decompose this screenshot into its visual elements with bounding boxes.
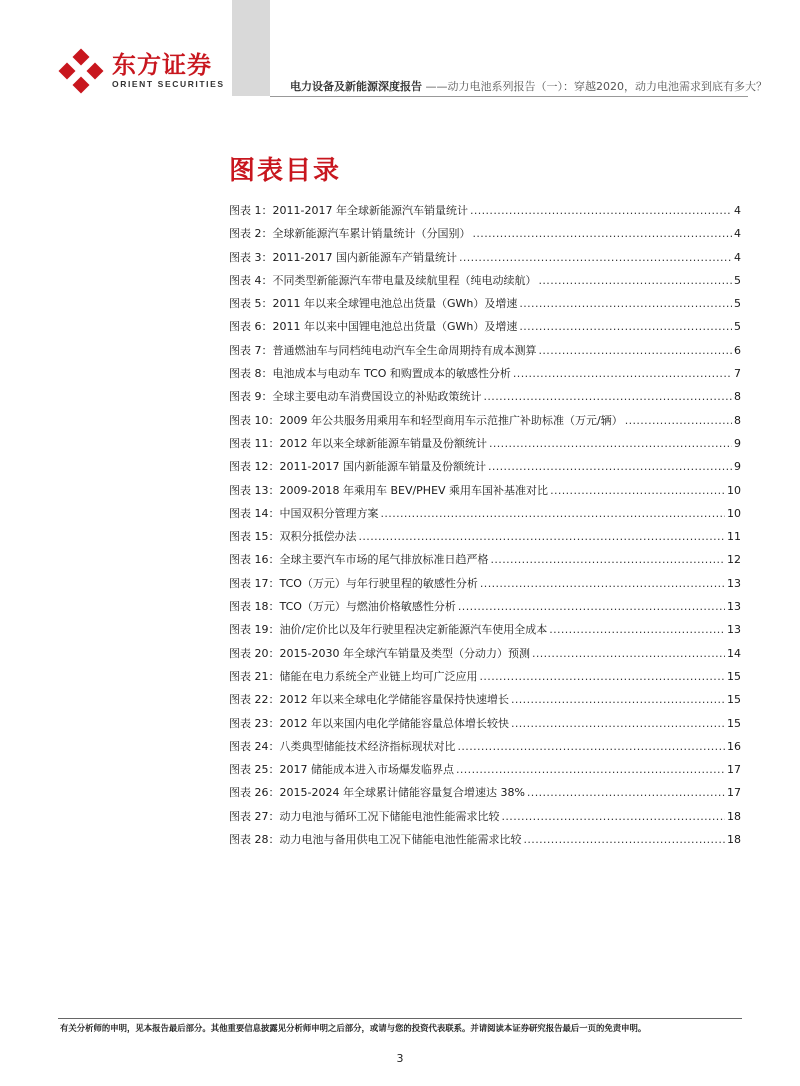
toc-entry-label[interactable]: 图表 6：2011 年以来中国锂电池总出货量（GWh）及增速 — [229, 320, 518, 334]
toc-entry-leader — [489, 437, 732, 450]
orient-securities-logo-icon — [58, 48, 104, 94]
toc-entry-label[interactable]: 图表 22：2012 年以来全球电化学储能容量保持快速增长 — [229, 693, 509, 707]
toc-entry-page[interactable]: 18 — [727, 809, 741, 823]
toc-entry-label[interactable]: 图表 18：TCO（万元）与燃油价格敏感性分析 — [229, 600, 456, 614]
toc-entry-page[interactable]: 10 — [727, 506, 741, 520]
toc-entry[interactable] — [229, 621, 741, 644]
toc-entry[interactable] — [229, 668, 741, 691]
toc-entry-label[interactable]: 图表 3：2011-2017 国内新能源车产销量统计 — [229, 250, 457, 264]
toc-entry-page[interactable]: 11 — [727, 530, 741, 544]
toc-entry-leader — [511, 717, 725, 730]
toc-entry-leader — [480, 670, 726, 683]
toc-entry[interactable] — [229, 691, 741, 714]
toc-entry-label[interactable]: 图表 26：2015-2024 年全球累计储能容量复合增速达 38% — [229, 786, 525, 800]
toc-entry-leader — [456, 763, 725, 776]
toc-entry-label[interactable]: 图表 1：2011-2017 年全球新能源汽车销量统计 — [229, 204, 468, 217]
toc-entry-leader — [488, 460, 732, 473]
toc-entry-label[interactable]: 图表 9：全球主要电动车消费国设立的补贴政策统计 — [229, 390, 482, 404]
toc-entry-page[interactable]: 10 — [727, 483, 741, 497]
toc-entry-label[interactable]: 图表 13：2009-2018 年乘用车 BEV/PHEV 乘用车国补基准对比 — [229, 483, 549, 497]
toc-entry[interactable] — [229, 295, 741, 318]
logo-english-name: ORIENT SECURITIES — [112, 79, 225, 89]
table-of-figures — [229, 202, 741, 854]
toc-entry-leader — [539, 344, 733, 357]
page-number: 3 — [396, 1052, 404, 1065]
report-series: 电力设备及新能源深度报告 — [290, 80, 422, 93]
toc-entry[interactable] — [229, 365, 741, 388]
toc-entry-leader — [511, 693, 725, 706]
toc-entry-page[interactable]: 13 — [727, 623, 741, 637]
footer-disclaimer: 有关分析师的申明，见本报告最后部分。其他重要信息披露见分析师申明之后部分，或请与您的投资代表联系。并请阅读本证券研究报告最后一页的免责申明。 — [60, 1023, 647, 1033]
toc-entry[interactable] — [229, 225, 741, 248]
toc-entry[interactable] — [229, 388, 741, 411]
toc-entry-label[interactable]: 图表 25：2017 储能成本进入市场爆发临界点 — [229, 763, 454, 777]
toc-entry-label[interactable]: 图表 17：TCO（万元）与年行驶里程的敏感性分析 — [229, 576, 478, 590]
toc-entry-leader — [359, 530, 726, 543]
toc-entry-leader — [458, 600, 725, 613]
toc-entry-leader — [519, 320, 732, 333]
toc-entry[interactable] — [229, 342, 741, 365]
toc-entry[interactable] — [229, 202, 741, 225]
toc-entry-leader — [381, 507, 726, 520]
toc-entry-leader — [539, 274, 733, 287]
toc-entry-page[interactable]: 17 — [727, 763, 741, 777]
toc-entry-leader — [458, 740, 726, 753]
toc-entry-page[interactable]: 15 — [727, 693, 741, 707]
toc-entry[interactable] — [229, 551, 741, 574]
toc-entry-label[interactable]: 图表 4：不同类型新能源汽车带电量及续航里程（纯电动续航） — [229, 273, 537, 287]
toc-entry[interactable] — [229, 435, 741, 458]
toc-entry[interactable] — [229, 831, 741, 854]
toc-entry-page[interactable]: 13 — [727, 576, 741, 590]
toc-entry-leader — [550, 484, 725, 497]
footer-divider — [58, 1018, 742, 1019]
toc-entry[interactable] — [229, 575, 741, 598]
toc-heading: 图表目录 — [229, 156, 342, 186]
toc-entry-label[interactable]: 图表 24：八类典型储能技术经济指标现状对比 — [229, 739, 456, 753]
toc-entry-page[interactable]: 16 — [727, 739, 741, 753]
toc-entry-page[interactable]: 4 — [734, 227, 741, 241]
toc-entry-page[interactable]: 15 — [727, 669, 741, 683]
toc-entry-label[interactable]: 图表 8：电池成本与电动车 TCO 和购置成本的敏感性分析 — [229, 367, 511, 381]
toc-entry-leader — [484, 390, 733, 403]
toc-entry-label[interactable]: 图表 21：储能在电力系统全产业链上均可广泛应用 — [229, 669, 478, 683]
report-subtitle: ——动力电池系列报告（一）：穿越2020，动力电池需求到底有多大？ — [422, 80, 767, 93]
toc-entry-label[interactable]: 图表 2：全球新能源汽车累计销量统计（分国别） — [229, 227, 471, 241]
toc-entry-label[interactable]: 图表 12：2011-2017 国内新能源车销量及份额统计 — [229, 460, 486, 474]
toc-entry-label[interactable]: 图表 27：动力电池与循环工况下储能电池性能需求比较 — [229, 809, 500, 823]
toc-entry[interactable] — [229, 272, 741, 295]
toc-entry-label[interactable]: 图表 28：动力电池与备用供电工况下储能电池性能需求比较 — [229, 833, 522, 847]
toc-entry-label[interactable]: 图表 20：2015-2030 年全球汽车销量及类型（分动力）预测 — [229, 646, 530, 660]
toc-entry-label[interactable]: 图表 11：2012 年以来全球新能源车销量及份额统计 — [229, 436, 487, 450]
toc-entry-page[interactable]: 14 — [727, 646, 741, 660]
toc-entry[interactable] — [229, 412, 741, 435]
toc-entry-label[interactable]: 图表 19：油价/定价比以及年行驶里程决定新能源汽车使用全成本 — [229, 623, 548, 637]
toc-entry-label[interactable]: 图表 5：2011 年以来全球锂电池总出货量（GWh）及增速 — [229, 297, 518, 311]
toc-entry-leader — [459, 251, 732, 264]
toc-entry-label[interactable]: 图表 14：中国双积分管理方案 — [229, 506, 379, 520]
toc-entry-page[interactable]: 6 — [734, 343, 741, 357]
toc-entry[interactable] — [229, 715, 741, 738]
toc-entry-page[interactable]: 7 — [734, 367, 741, 381]
toc-entry-leader — [470, 204, 732, 217]
toc-entry[interactable] — [229, 738, 741, 761]
toc-entry-leader — [527, 786, 725, 799]
toc-entry[interactable] — [229, 808, 741, 831]
toc-entry-page[interactable]: 12 — [727, 553, 741, 567]
toc-entry-page[interactable]: 9 — [734, 436, 741, 450]
toc-entry-page[interactable]: 4 — [734, 204, 741, 217]
toc-entry-leader — [491, 553, 726, 566]
toc-entry-leader — [519, 297, 732, 310]
report-header-title — [290, 78, 767, 94]
toc-entry-page[interactable]: 15 — [727, 716, 741, 730]
toc-entry-page[interactable]: 5 — [734, 320, 741, 334]
toc-entry-leader — [513, 367, 732, 380]
toc-entry[interactable] — [229, 784, 741, 807]
toc-entry-page[interactable]: 17 — [727, 786, 741, 800]
toc-entry-page[interactable]: 8 — [734, 390, 741, 404]
toc-entry-page[interactable]: 18 — [727, 833, 741, 847]
toc-entry[interactable] — [229, 318, 741, 341]
toc-entry-leader — [625, 414, 732, 427]
toc-entry[interactable] — [229, 482, 741, 505]
toc-entry[interactable] — [229, 505, 741, 528]
toc-entry-page[interactable]: 4 — [734, 250, 741, 264]
toc-entry[interactable] — [229, 761, 741, 784]
company-logo — [58, 48, 225, 94]
header-gray-band — [232, 0, 270, 96]
toc-entry-leader — [480, 577, 725, 590]
toc-entry-leader — [532, 647, 725, 660]
logo-chinese-name: 东方证券 — [112, 51, 212, 79]
toc-entry-page[interactable]: 13 — [727, 600, 741, 614]
toc-entry-page[interactable]: 5 — [734, 297, 741, 311]
toc-entry-label[interactable]: 图表 23：2012 年以来国内电化学储能容量总体增长较快 — [229, 716, 509, 730]
toc-entry-label[interactable]: 图表 7：普通燃油车与同档纯电动汽车全生命周期持有成本测算 — [229, 343, 537, 357]
toc-entry-page[interactable]: 5 — [734, 273, 741, 287]
toc-entry[interactable] — [229, 458, 741, 481]
header-divider — [270, 96, 748, 97]
toc-entry[interactable] — [229, 598, 741, 621]
toc-entry-leader — [502, 810, 726, 823]
toc-entry[interactable] — [229, 249, 741, 272]
toc-entry-page[interactable]: 8 — [734, 413, 741, 427]
toc-entry-leader — [473, 227, 733, 240]
toc-entry[interactable] — [229, 528, 741, 551]
toc-entry-leader — [549, 623, 725, 636]
toc-entry-leader — [524, 833, 726, 846]
toc-entry-label[interactable]: 图表 15：双积分抵偿办法 — [229, 530, 357, 544]
toc-entry[interactable] — [229, 645, 741, 668]
toc-entry-page[interactable]: 9 — [734, 460, 741, 474]
toc-entry-label[interactable]: 图表 10：2009 年公共服务用乘用车和轻型商用车示范推广补助标准（万元/辆） — [229, 413, 623, 427]
toc-entry-label[interactable]: 图表 16：全球主要汽车市场的尾气排放标准日趋严格 — [229, 553, 489, 567]
